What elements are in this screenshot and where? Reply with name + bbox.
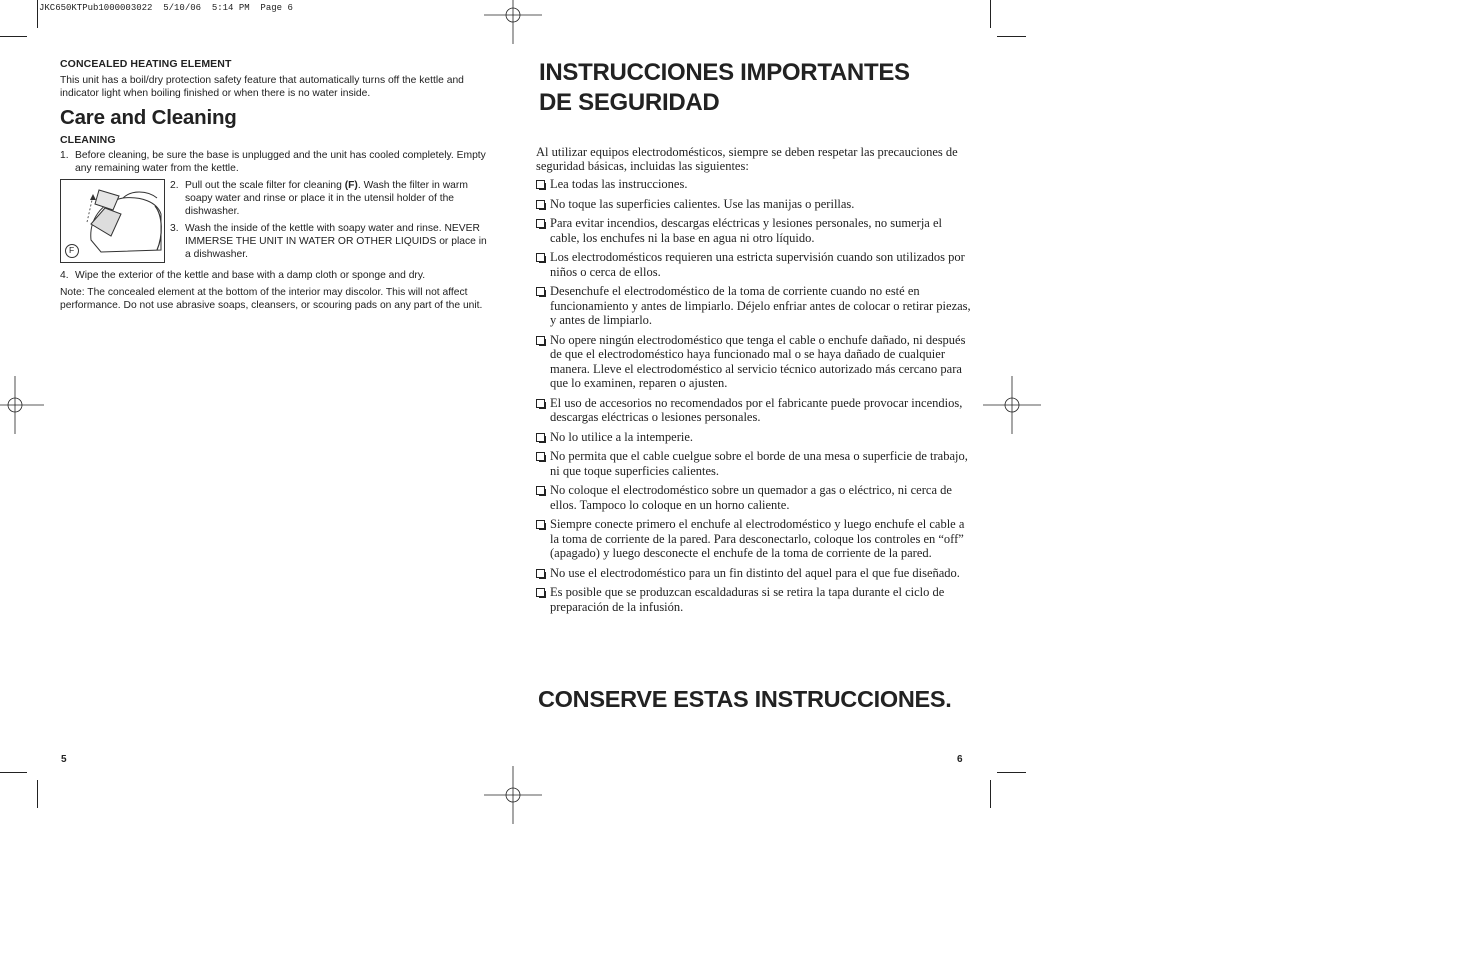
step-number: 2. [170, 180, 179, 191]
step-text: Before cleaning, be sure the base is unplugged and the unit has cooled completely. Empty any remaining water from the kettle. [75, 150, 486, 174]
checkbox-bullet-icon [536, 452, 545, 461]
safety-item-text: Los electrodomésticos requieren una estricta supervisión cuando son utilizados por niños o cerca de ellos. [550, 250, 965, 279]
safety-item-text: Para evitar incendios, descargas eléctricas y lesiones personales, no sumerja el cable, los enchufes ni la base en agua ni otro líquido. [550, 216, 942, 245]
cleaning-step [60, 269, 492, 282]
cleaning-step [60, 149, 492, 175]
crop-mark [990, 0, 991, 28]
checkbox-bullet-icon [536, 486, 545, 495]
safety-list-item [536, 284, 972, 328]
checkbox-bullet-icon [536, 253, 545, 262]
safety-item-text: No lo utilice a la intemperie. [550, 429, 694, 444]
safety-item-text: No coloque el electrodoméstico sobre un quemador a gas o eléctrico, ni cerca de ellos. Tampoco lo coloque en un horno caliente. [550, 483, 952, 512]
registration-mark-icon [484, 0, 542, 44]
checkbox-bullet-icon [536, 569, 545, 578]
safety-item-text: Desenchufe el electrodoméstico de la toma de corriente cuando no esté en funcionamiento y antes de limpiarlo. Déjelo enfriar antes de colocar o retirar piezas, y antes de limpiarlo. [550, 284, 971, 327]
safety-item-text: No toque las superficies calientes. Use las manijas o perillas. [550, 196, 855, 211]
safety-list-item [536, 566, 972, 581]
checkbox-bullet-icon [536, 399, 545, 408]
safety-list-item [536, 449, 972, 478]
safety-item-text: El uso de accesorios no recomendados por el fabricante puede provocar incendios, descargas eléctricas o lesiones personales. [550, 395, 963, 424]
safety-item-text: No permita que el cable cuelgue sobre el borde de una mesa o superficie de trabajo, ni que toque superficies calientes. [550, 449, 968, 478]
cleaning-heading: CLEANING [60, 134, 116, 146]
safety-item-text: Siempre conecte primero el enchufe al electrodoméstico y luego enchufe el cable a la toma de corriente de la pared. Para desconectarlo, coloque los controles en “off” (apagado) y luego desconecte el enchufe de la toma de corriente de la pared. [550, 517, 965, 560]
step-text: Wipe the exterior of the kettle and base with a damp cloth or sponge and dry. [75, 270, 426, 281]
checkbox-bullet-icon [536, 588, 545, 597]
checkbox-bullet-icon [536, 219, 545, 228]
safety-title-line-2: DE SEGURIDAD [539, 89, 720, 116]
safety-list-item [536, 177, 972, 192]
figure-steps [170, 179, 492, 265]
checkbox-bullet-icon [536, 180, 545, 189]
crop-mark [37, 0, 38, 28]
crop-mark [37, 780, 38, 808]
safety-list-item [536, 430, 972, 445]
crop-mark [0, 36, 27, 37]
cleaning-note: Note: The concealed element at the bottom of the interior may discolor. This will not affect performance. Do not use abrasive soaps, cleansers, or scouring pads on any part of the unit. [60, 287, 483, 311]
kettle-filter-figure [60, 179, 165, 263]
cleaning-step [170, 222, 492, 261]
safety-title [539, 58, 972, 118]
safety-list-item [536, 197, 972, 212]
registration-mark-icon [0, 376, 44, 434]
crop-mark [997, 772, 1026, 773]
print-slug: JKC650KTPub1000003022 5/10/06 5:14 PM Page 6 [39, 3, 293, 13]
crop-mark [990, 780, 991, 808]
registration-mark-icon [484, 766, 542, 824]
safety-item-text: No opere ningún electrodoméstico que tenga el cable o enchufe dañado, ni después de que el electrodoméstico haya funcionado mal o se haya dañado de cualquier manera. Lleve el electrodoméstico al servicio técnico autorizado más cercano para que lo examinen, reparen o ajusten. [550, 332, 966, 390]
checkbox-bullet-icon [536, 433, 545, 442]
cleaning-step [170, 179, 492, 218]
step-number: 1. [60, 150, 69, 161]
left-page [60, 58, 492, 312]
step-text: Pull out the scale filter for cleaning (F). Wash the filter in warm soapy water and rinse or place it in the utensil holder of the dishwasher. [185, 180, 468, 217]
page-number-right: 6 [957, 754, 963, 765]
checkbox-bullet-icon [536, 287, 545, 296]
crop-mark [0, 772, 27, 773]
checkbox-bullet-icon [536, 520, 545, 529]
page-number-left: 5 [61, 754, 67, 765]
care-title: Care and Cleaning [60, 106, 237, 129]
right-page [536, 58, 972, 619]
safety-title-line-1: INSTRUCCIONES IMPORTANTES [539, 59, 910, 86]
registration-mark-icon [983, 376, 1041, 434]
figure-label: F [69, 245, 75, 255]
safety-list-item [536, 250, 972, 279]
safety-list-item [536, 483, 972, 512]
safety-item-text: Lea todas las instrucciones. [550, 177, 688, 191]
crop-mark [997, 36, 1026, 37]
conserve-heading: CONSERVE ESTAS INSTRUCCIONES. [538, 686, 952, 712]
figure-row [60, 179, 492, 265]
safety-intro: Al utilizar equipos electrodomésticos, siempre se deben respetar las precauciones de seguridad básicas, incluidas las siguientes: [536, 145, 958, 173]
checkbox-bullet-icon [536, 200, 545, 209]
safety-list [536, 177, 972, 614]
concealed-heading: CONCEALED HEATING ELEMENT [60, 58, 232, 70]
safety-list-item [536, 517, 972, 561]
safety-item-text: Es posible que se produzcan escaldaduras si se retira la tapa durante el ciclo de preparación de la infusión. [550, 585, 945, 614]
safety-list-item [536, 216, 972, 245]
safety-list-item [536, 396, 972, 425]
concealed-text: This unit has a boil/dry protection safety feature that automatically turns off the kettle and indicator light when boiling finished or when there is no water inside. [60, 75, 464, 99]
step-text: Wash the inside of the kettle with soapy water and rinse. NEVER IMMERSE THE UNIT IN WATER OR OTHER LIQUIDS or place in a dishwasher. [185, 223, 487, 260]
safety-item-text: No use el electrodoméstico para un fin distinto del aquel para el que fue diseñado. [550, 565, 960, 580]
step-number: 3. [170, 223, 179, 234]
step-number: 4. [60, 270, 69, 281]
safety-list-item [536, 585, 972, 614]
checkbox-bullet-icon [536, 336, 545, 345]
safety-list-item [536, 333, 972, 391]
